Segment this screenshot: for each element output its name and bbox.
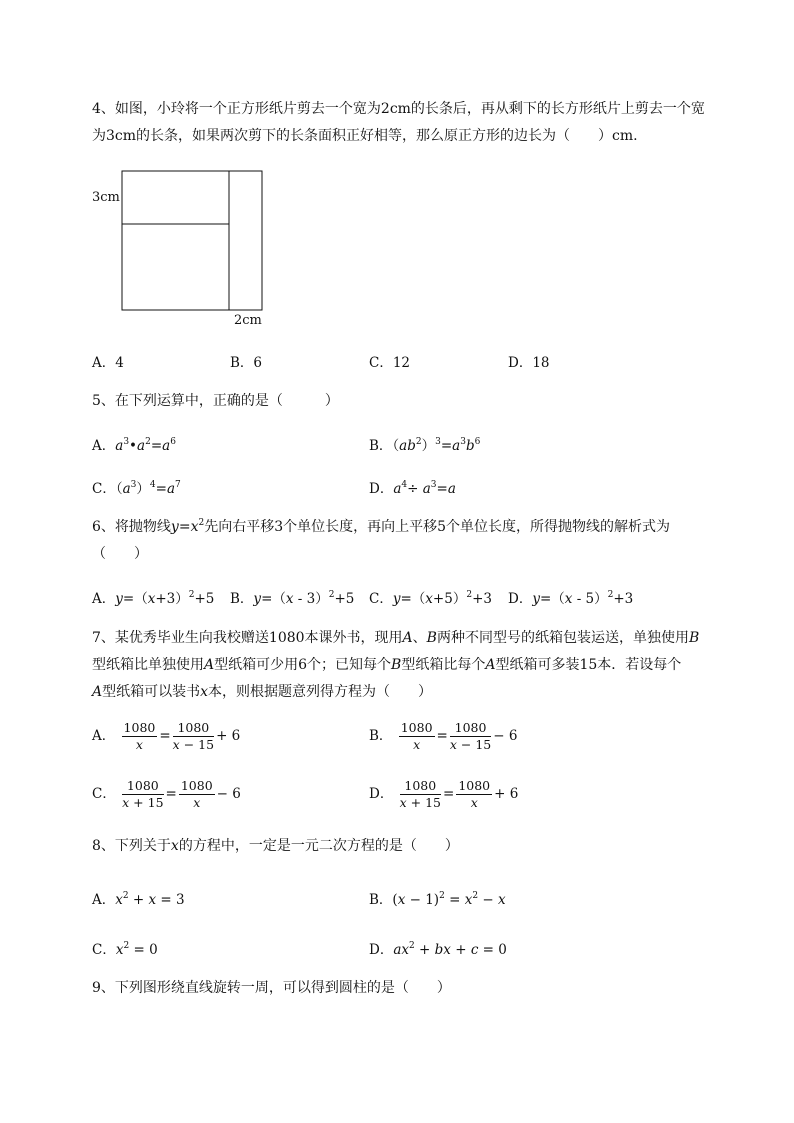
question-4 [92, 96, 752, 150]
q6-option-d: D．y=（x - 5）$^2$+3 [508, 590, 634, 607]
q4-option-b: B．6 [230, 355, 263, 371]
q6-stem-line2: （ ） [92, 546, 148, 562]
q9-stem: 9、下列图形绕直线旋转一周，可以得到圆柱的是（ ） [92, 980, 451, 996]
q8-option-b: B．$(x - 1)^2 = x^2 - x$ [369, 891, 506, 908]
q8-option-d: D．$ax^2$ + bx + c = 0 [369, 941, 507, 958]
q4-figure [92, 165, 282, 335]
q4-line2: 为3cm的长条，如果两次剪下的长条面积正好相等，那么原正方形的边长为（ ）cm. [92, 128, 638, 144]
q7-option-a: A． $\frac{1080}{x}$ = $\frac{1080}{x - 15}$ + 6 [92, 720, 241, 752]
square-diagram [92, 165, 282, 335]
q8-option-a: A．$x^2 + x = 3$ [92, 891, 185, 908]
question-8: 8、下列关于x的方程中，一定是一元二次方程的是（ ） [92, 838, 459, 854]
q5-option-d: D．$a^4\div a^3=a$ [369, 480, 456, 497]
q7-option-b: B． $\frac{1080}{x}$ = $\frac{1080}{x - 15}$ − 6 [369, 720, 518, 752]
q7-option-c: C． $\frac{1080}{x + 15}$ = $\frac{1080}{x}$ − 6 [92, 778, 241, 810]
q6-option-a: A．$y=(x+3)^2+5$ [92, 590, 215, 607]
label-2cm: 2cm [234, 313, 262, 328]
q4-line1: 4、如图，小玲将一个正方形纸片剪去一个宽为2cm的长条后，再从剩下的长方形纸片上剪去一个宽 [92, 101, 705, 117]
q4-option-c: C．12 [369, 355, 411, 371]
question-6: 6、将抛物线$y=x^2$先向右平移3个单位长度，再向上平移5个单位长度，所得抛物线的解析式为 （ ） [92, 514, 752, 568]
q4-option-a: A．4 [92, 355, 124, 371]
label-3cm: 3cm [92, 190, 120, 205]
question-5 [92, 388, 752, 415]
q5-option-c: C．$(a^3)^4=a^7$ [92, 480, 181, 497]
q5-option-a: A．$a^3•a^2=a^6$ [92, 437, 176, 454]
q5-stem: 5、在下列运算中，正确的是（ ） [92, 393, 339, 409]
question-7: 7、某优秀毕业生向我校赠送1080本课外书，现用A、B两种不同型号的纸箱包装运送，单独使用B 型纸箱比单独使用A型纸箱可少用6个；已知每个B型纸箱比每个A型纸箱可多装15本．若设每个 A型纸箱可以装书x本，则根据题意列得方程为（ ） [92, 630, 700, 700]
q7-option-d: D． $\frac{1080}{x + 15}$ = $\frac{1080}{x}$ + 6 [369, 778, 519, 810]
q4-option-d: D．18 [508, 355, 550, 371]
outer-square [122, 171, 262, 310]
q8-option-c: C．$x^2 = 0$ [92, 941, 158, 958]
q6-option-c: C．$y=(x+5)^2+3$ [369, 590, 492, 607]
q5-option-b: B．$(ab^2)^3=a^3b^6$ [369, 437, 481, 454]
question-9 [92, 975, 752, 1002]
q6-option-b: B．y=（x - 3）$^2$+5 [230, 590, 355, 607]
